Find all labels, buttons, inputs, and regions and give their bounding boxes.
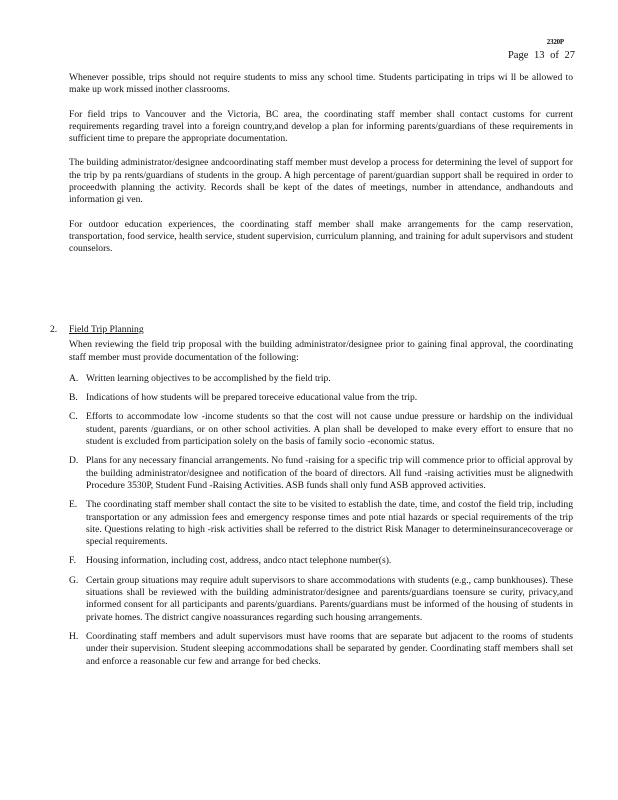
list-item (69, 392, 573, 404)
item-letter: G. (69, 574, 79, 586)
planning-items-list (69, 373, 573, 668)
item-letter: B. (69, 392, 78, 404)
page-label: Page (507, 50, 529, 61)
page-number (508, 50, 578, 61)
list-item (69, 555, 573, 567)
item-letter: A. (69, 372, 79, 384)
item-text: Housing information, including cost, address, andco ntact telephone number(s). (86, 555, 392, 567)
paragraph-parent-support: The building administrator/designee andcoordinating staff member must develop a process for determining the level of support for the trip by pa rents/guardians of students in the group. A high percentage of parent/guardian support shall be required in order to proceedwith planning the activity. Records shall be kept of the dates of meetings, number in attendance, andhandouts and information gi ven. (69, 157, 573, 206)
list-item (69, 499, 573, 548)
page-of: of (550, 50, 559, 61)
item-text: Coordinating staff members and adult supervisors must have rooms that are separate but adjacent to the rooms of students under their supervision. Student sleeping accommodations shall be separated by gender. Coordinating staff members shall set and enforce a reasonable cur few and arrange for bed checks. (86, 630, 573, 667)
list-item (69, 455, 573, 492)
paragraph-canada-trips: For field trips to Vancouver and the Victoria, BC area, the coordinating staff member shall contact customs for current requirements regarding travel into a foreign country,and develop a plan for informing parents/guardians of these requirements in sufficient time to prepare the appropriate documentation. (69, 108, 573, 145)
item-text: Certain group situations may require adult supervisors to share accommodations with students (e.g., camp bunkhouses). These situations shall be reviewed with the building administrator/designee and parents/guardians toensure se curity, privacy,and informed consent for all participants and parents/guardians. Parents/guardians must be informed of the housing of students in private homes. The district cangive noassurances regarding such housing arrangements. (86, 574, 573, 623)
section-heading (50, 324, 573, 336)
item-text: Plans for any necessary financial arrangements. No fund -raising for a specific trip will commence prior to official approval by the building administrator/designee and notification of the board of directors. All fund -raising activities must be alignedwith Procedure 3530P, Student Fund -Raising Activities. ASB funds shall only fund ASB approved activities. (86, 455, 573, 491)
item-letter: H. (69, 630, 79, 642)
list-item (69, 575, 573, 624)
list-item (69, 411, 573, 448)
item-letter: E. (69, 499, 78, 511)
section-intro: When reviewing the field trip proposal with the building administrator/designee prior to gaining final approval, the coordinating staff member must provide documentation of the following: (69, 339, 573, 363)
procedure-code: 2320P (546, 38, 564, 46)
item-letter: C. (69, 411, 78, 423)
item-text: Efforts to accommodate low -income students so that the cost will not cause undue pressure or hardship on the individual student, parents /guardians, or on other school activities. A plan shall be developed to make every effort to ensure that no student is excluded from participation solely on the basis of family socio -economic status. (86, 411, 573, 448)
paragraph-no-school-time: Whenever possible, trips should not require students to miss any school time. Students participating in trips wi ll be allowed to make up work missed inother classrooms. (69, 72, 573, 96)
item-letter: F. (69, 555, 76, 567)
page-current: 13 (534, 50, 545, 61)
item-text: Written learning objectives to be accomplished by the field trip. (86, 372, 331, 384)
section-field-trip-planning (50, 324, 573, 675)
page-total: 27 (564, 50, 575, 61)
section-number: 2. (50, 324, 58, 335)
list-item (69, 373, 573, 385)
section-title: Field Trip Planning (69, 324, 144, 335)
paragraph-outdoor-education: For outdoor education experiences, the coordinating staff member shall make arrangements for the camp reservation, transportation, food service, health service, student supervision, curriculum planning, and training for adult supervisors and student counselors. (69, 218, 573, 255)
item-text: The coordinating staff member shall contact the site to be visited to establish the date, time, and costof the field trip, including transportation or any admission fees and emergency response times and pote ntial hazards or special requirements of the trip site. Questions relating to high -risk activities shall be referred to the district Risk Manager to determineinsurancecoverage or special requirements. (86, 499, 573, 548)
list-item (69, 631, 573, 668)
intro-paragraphs (69, 72, 573, 268)
item-letter: D. (69, 455, 79, 467)
item-text: Indications of how students will be prepared toreceive educational value from the trip. (86, 392, 418, 404)
